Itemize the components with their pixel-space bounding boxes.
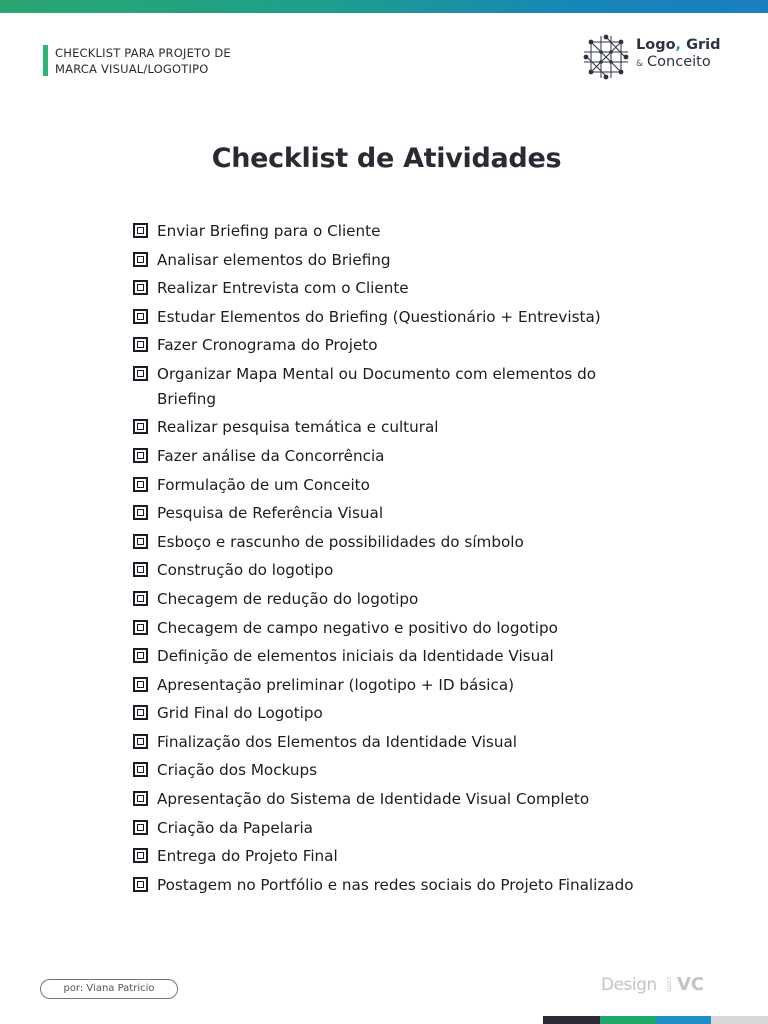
checkbox-icon[interactable]	[133, 877, 148, 892]
checkbox-icon[interactable]	[133, 252, 148, 267]
bottom-bar-green	[600, 1016, 656, 1024]
header-title-line1: CHECKLIST PARA PROJETO DE	[55, 46, 231, 60]
checklist-item-label: Entrega do Projeto Final	[157, 847, 338, 866]
brand-com-text: com	[665, 977, 673, 992]
logo-ampersand: &	[636, 59, 644, 69]
checklist-item	[133, 219, 653, 244]
logo-word-logo: Logo	[636, 37, 676, 53]
checkbox-icon[interactable]	[133, 505, 148, 520]
checkbox-icon[interactable]	[133, 562, 148, 577]
checkbox-icon[interactable]	[133, 337, 148, 352]
checklist-item-label: Postagem no Portfólio e nas redes sociais do Projeto Finalizado	[157, 875, 634, 894]
checklist-item	[133, 873, 653, 898]
checkbox-icon[interactable]	[133, 705, 148, 720]
checklist-item-label: Analisar elementos do Briefing	[157, 250, 391, 269]
checkbox-icon[interactable]	[133, 366, 148, 381]
checklist-item-label: Estudar Elementos do Briefing (Questionário + Entrevista)	[157, 307, 601, 326]
checklist-item	[133, 644, 653, 669]
checklist-item-label: Criação da Papelaria	[157, 818, 313, 837]
checklist-item-label: Organizar Mapa Mental ou Documento com elementos do Briefing	[157, 364, 597, 408]
checkbox-icon[interactable]	[133, 223, 148, 238]
checklist-item-label: Apresentação do Sistema de Identidade Visual Completo	[157, 790, 590, 809]
grid-network-icon	[582, 34, 630, 80]
checklist-item	[133, 701, 653, 726]
checklist-item	[133, 558, 653, 583]
checklist-item	[133, 276, 653, 301]
checkbox-icon[interactable]	[133, 791, 148, 806]
logo-comma: ,	[675, 37, 682, 53]
checklist-item	[133, 530, 653, 555]
logo-word-grid: Grid	[686, 37, 721, 53]
top-gradient-bar	[0, 0, 768, 13]
checkbox-icon[interactable]	[133, 309, 148, 324]
checkbox-icon[interactable]	[133, 762, 148, 777]
checklist-item	[133, 787, 653, 812]
header-title-line2: MARCA VISUAL/LOGOTIPO	[55, 62, 209, 76]
brand-vc-text: VC	[677, 974, 705, 995]
designcomvc-brand	[601, 973, 711, 1003]
bottom-bar-dark	[543, 1016, 600, 1024]
bottom-bar-gray	[711, 1016, 768, 1024]
checklist-item	[133, 305, 653, 330]
checklist-item-label: Realizar pesquisa temática e cultural	[157, 418, 439, 437]
checklist-item-label: Fazer análise da Concorrência	[157, 446, 385, 465]
checklist-item-label: Construção do logotipo	[157, 561, 334, 580]
checkbox-icon[interactable]	[133, 280, 148, 295]
checkbox-icon[interactable]	[133, 477, 148, 492]
checklist-item	[133, 444, 653, 469]
checkbox-icon[interactable]	[133, 419, 148, 434]
checklist-item-label: Enviar Briefing para o Cliente	[157, 222, 381, 240]
checkbox-icon[interactable]	[133, 620, 148, 635]
checklist-item	[133, 587, 653, 612]
bottom-bar-blue	[656, 1016, 711, 1024]
checklist-item-label: Realizar Entrevista com o Cliente	[157, 279, 409, 298]
author-badge: por: Viana Patricio	[40, 979, 178, 999]
checklist-item	[133, 501, 653, 526]
checkbox-icon[interactable]	[133, 734, 148, 749]
checklist-item	[133, 616, 653, 641]
checkbox-icon[interactable]	[133, 591, 148, 606]
checklist-item	[133, 248, 653, 273]
checklist-item	[133, 758, 653, 783]
checkbox-icon[interactable]	[133, 534, 148, 549]
checklist-item	[133, 415, 653, 440]
checklist-item	[133, 333, 653, 358]
brand-design-text: Design	[601, 975, 657, 995]
checkbox-icon[interactable]	[133, 848, 148, 863]
checklist-item-label: Finalização dos Elementos da Identidade Visual	[157, 732, 517, 751]
checklist-item-label: Criação dos Mockups	[157, 761, 318, 780]
checklist-item-label: Grid Final do Logotipo	[157, 704, 323, 723]
logo-grid-conceito	[582, 34, 732, 80]
checklist-item-label: Esboço e rascunho de possibilidades do símbolo	[157, 532, 524, 551]
checklist-item	[133, 673, 653, 698]
page-title: Checklist de Atividades	[211, 143, 562, 174]
checklist-item-label: Checagem de campo negativo e positivo do logotipo	[157, 618, 558, 637]
checklist-item-label: Definição de elementos iniciais da Identidade Visual	[157, 647, 554, 666]
checklist-item	[133, 362, 653, 412]
checkbox-icon[interactable]	[133, 648, 148, 663]
logo-wordmark	[636, 37, 721, 73]
checklist-item	[133, 730, 653, 755]
checklist-item-label: Pesquisa de Referência Visual	[157, 504, 384, 523]
checklist-item	[133, 473, 653, 498]
activities-checklist	[133, 219, 653, 901]
logo-word-conceito: Conceito	[647, 54, 711, 70]
checklist-item-label: Checagem de redução do logotipo	[157, 589, 419, 608]
checkbox-icon[interactable]	[133, 677, 148, 692]
document-header-title	[43, 45, 231, 76]
checklist-item	[133, 816, 653, 841]
checklist-item-label: Fazer Cronograma do Projeto	[157, 336, 378, 355]
checklist-item-label: Formulação de um Conceito	[157, 475, 370, 494]
checkbox-icon[interactable]	[133, 820, 148, 835]
checkbox-icon[interactable]	[133, 448, 148, 463]
checklist-item	[133, 844, 653, 869]
checklist-item-label: Apresentação preliminar (logotipo + ID básica)	[157, 675, 515, 694]
